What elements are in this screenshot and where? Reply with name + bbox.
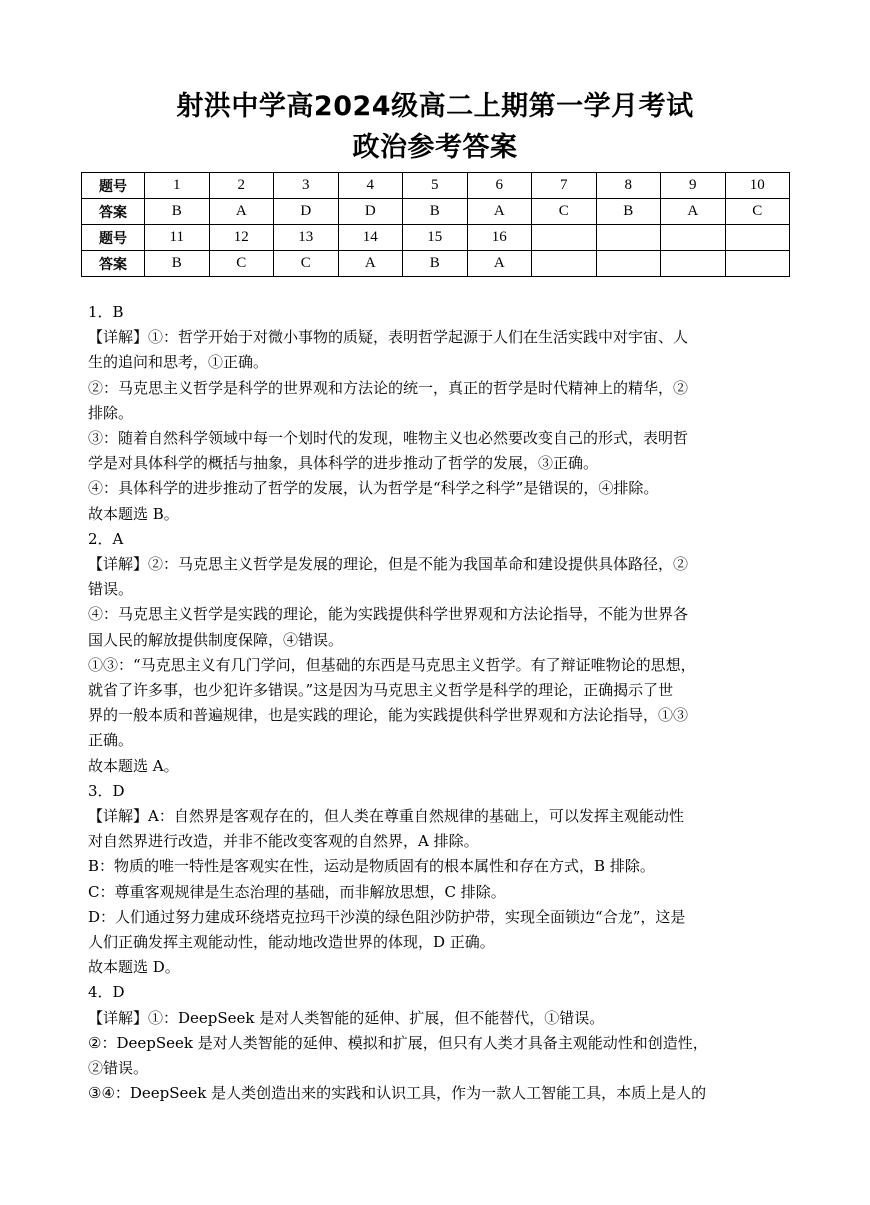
explanation-line: ④：具体科学的进步推动了哲学的发展，认为哲学是“科学之科学”是错误的，④排除。 [88,479,659,498]
answer-table-cell [532,225,597,251]
explanation-line: B：物质的唯一特性是客观实在性，运动是物质固有的根本属性和存在方式，B 排除。 [88,857,655,876]
explanation-line: 【详解】A：自然界是客观存在的，但人类在尊重自然规律的基础上，可以发挥主观能动性 [88,807,684,826]
answer-table-row [82,251,790,277]
answer-table-row-label: 题号 [82,225,145,251]
answer-table-cell: B [403,199,468,225]
explanation-line: 【详解】①：DeepSeek 是对人类智能的延伸、扩展，但不能替代，①错误。 [88,1008,605,1027]
answer-table-cell [532,251,597,277]
explanation-line: C：尊重客观规律是生态治理的基础，而非解放思想，C 排除。 [88,882,506,901]
answer-table-cell: C [274,251,339,277]
answer-table-cell: 9 [661,173,726,199]
answer-table-cell: 14 [338,225,403,251]
page-subtitle: 政治参考答案 [352,132,518,163]
explanation-line: 正确。 [88,731,134,750]
answer-table-row [82,173,790,199]
answer-table-cell: D [274,199,339,225]
explanation-line: D：人们通过努力建成环绕塔克拉玛干沙漠的绿色阻沙防护带，实现全面锁边“合龙”，这是 [88,907,686,926]
answer-table-cell: 2 [209,173,274,199]
explanation-line: 生的追问和思考，①正确。 [88,353,269,372]
answer-table-cell: 8 [596,173,661,199]
explanation-line: ④：马克思主义哲学是实践的理论，能为实践提供科学世界观和方法论指导，不能为世界各 [88,605,689,624]
answer-table-cell [596,225,661,251]
question-number: 2．A [88,529,124,548]
answer-table-cell: 12 [209,225,274,251]
answer-table-cell: 13 [274,225,339,251]
answer-table-row-label: 答案 [82,251,145,277]
explanation-line: ②：DeepSeek 是对人类智能的延伸、模拟和扩展，但只有人类才具备主观能动性和创造性， [88,1033,708,1052]
answer-table-cell: 3 [274,173,339,199]
explanation-line: 故本题选 D。 [88,958,180,977]
answer-table-cell [596,251,661,277]
answer-table-cell: C [725,199,790,225]
answer-table-cell: 5 [403,173,468,199]
answer-table-cell: B [403,251,468,277]
answer-table-row [82,225,790,251]
answer-table-cell: B [145,199,210,225]
explanation-line: 【详解】①：哲学开始于对微小事物的质疑，表明哲学起源于人们在生活实践中对宇宙、人 [88,328,689,347]
answer-table-cell: C [532,199,597,225]
explanation-line: 故本题选 B。 [88,504,179,523]
answer-table-row-label: 答案 [82,199,145,225]
answer-table-cell: A [209,199,274,225]
answer-table-row-label: 题号 [82,173,145,199]
explanation-line: 错误。 [88,580,134,599]
answer-table-cell: A [467,199,532,225]
answer-table-cell [725,251,790,277]
answer-table-cell: A [338,251,403,277]
answer-table-cell [661,251,726,277]
answer-table [81,172,790,277]
question-number: 3．D [88,781,125,800]
explanation-line: 国人民的解放提供制度保障，④错误。 [88,630,344,649]
explanation-line: 就省了许多事，也少犯许多错误。”这是因为马克思主义哲学是科学的理论，正确揭示了世 [88,681,674,700]
explanation-line: 界的一般本质和普遍规律，也是实践的理论，能为实践提供科学世界观和方法论指导，①③ [88,706,689,725]
answer-table-cell: D [338,199,403,225]
answer-table-cell: B [596,199,661,225]
explanation-line: ③：随着自然科学领域中每一个划时代的发现，唯物主义也必然要改变自己的形式，表明哲 [88,429,689,448]
answer-table-cell [725,225,790,251]
answer-table-cell: 6 [467,173,532,199]
answer-table-cell: 16 [467,225,532,251]
answer-table-cell: 10 [725,173,790,199]
explanation-line: ③④：DeepSeek 是人类创造出来的实践和认识工具，作为一款人工智能工具，本质上是人的 [88,1084,707,1103]
page-title: 射洪中学高2024级高二上期第一学月考试 [176,91,694,122]
explanation-line: 对自然界进行改造，并非不能改变客观的自然界，A 排除。 [88,832,479,851]
explanation-line: ①③：“马克思主义有几门学问，但基础的东西是马克思主义哲学。有了辩证唯物论的思想， [88,655,696,674]
answer-table-cell: 15 [403,225,468,251]
explanation-line: ②错误。 [88,1059,149,1078]
explanation-line: 排除。 [88,403,134,422]
explanation-line: 人们正确发挥主观能动性，能动地改造世界的体现，D 正确。 [88,933,495,952]
question-number: 4．D [88,983,125,1002]
answer-table-row [82,199,790,225]
answer-table-cell: B [145,251,210,277]
answer-table-cell: A [467,251,532,277]
explanation-line: 【详解】②：马克思主义哲学是发展的理论，但是不能为我国革命和建设提供具体路径，② [88,555,689,574]
explanation-line: 学是对具体科学的概括与抽象，具体科学的进步推动了哲学的发展，③正确。 [88,454,599,473]
answer-table-cell: 4 [338,173,403,199]
answer-table-cell: 11 [145,225,210,251]
answer-table-cell: C [209,251,274,277]
explanation-line: ②：马克思主义哲学是科学的世界观和方法论的统一，真正的哲学是时代精神上的精华，② [88,378,689,397]
explanation-line: 故本题选 A。 [88,756,179,775]
answer-table-cell: A [661,199,726,225]
answer-table-cell [661,225,726,251]
question-number: 1．B [88,303,124,321]
explanation-content [88,300,788,1107]
answer-table-cell: 1 [145,173,210,199]
answer-table-cell: 7 [532,173,597,199]
